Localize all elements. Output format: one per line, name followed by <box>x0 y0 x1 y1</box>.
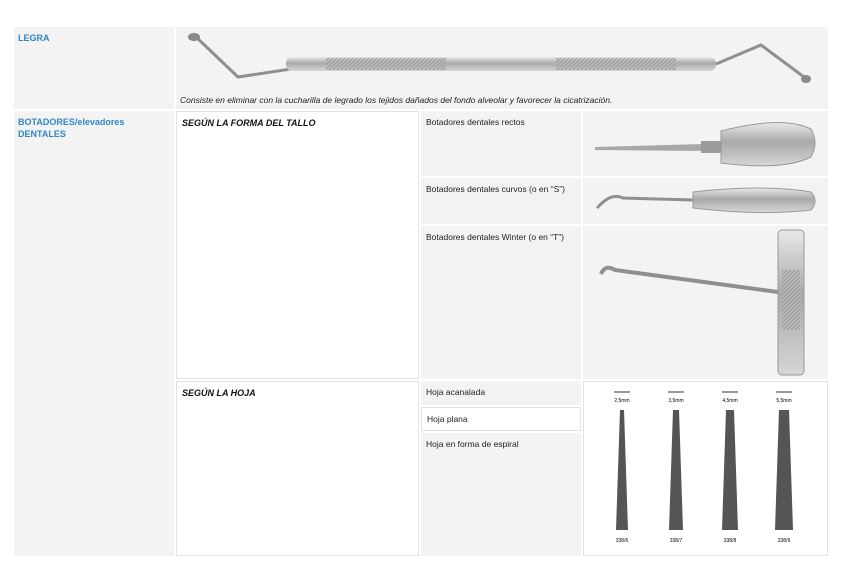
item-plana: Hoja plana <box>427 414 468 424</box>
item-rectos-cell <box>421 111 581 176</box>
blade-4-size: 5,5mm <box>776 398 792 404</box>
legra-label-cell <box>14 27 174 109</box>
item-acanalada: Hoja acanalada <box>426 387 486 397</box>
forma-tallo-title: SEGÚN LA FORMA DEL TALLO <box>182 118 316 128</box>
blade-1-code: 338/6 <box>615 538 629 544</box>
blade-2-code: 338/7 <box>669 538 683 544</box>
forma-tallo-cell <box>176 111 419 379</box>
blade-4-code: 338/9 <box>777 538 791 544</box>
blades-image-cell <box>583 381 828 556</box>
legra-image-cell <box>176 27 828 109</box>
winter-elevator-illustration <box>583 226 828 379</box>
item-plana-cell <box>421 407 581 431</box>
item-espiral: Hoja en forma de espiral <box>426 439 519 449</box>
botadores-label: BOTADORES/elevadores DENTALES <box>18 117 125 139</box>
item-winter: Botadores dentales Winter (o en “T”) <box>426 232 564 242</box>
blade-1-size: 2,5mm <box>614 398 630 404</box>
hoja-title: SEGÚN LA HOJA <box>182 388 256 398</box>
item-rectos: Botadores dentales rectos <box>426 117 525 127</box>
item-acanalada-cell <box>421 381 581 405</box>
blade-2-size: 3,5mm <box>668 398 684 404</box>
winter-image-cell <box>583 226 828 379</box>
blade-2 <box>668 392 684 544</box>
botadores-label-cell <box>14 111 174 556</box>
legra-label: LEGRA <box>18 33 50 43</box>
rectos-image-cell <box>583 111 828 176</box>
blade-1 <box>614 392 630 544</box>
item-espiral-cell <box>421 433 581 556</box>
blade-3-code: 338/8 <box>723 538 737 544</box>
item-curvos-cell <box>421 178 581 224</box>
blade-4 <box>775 392 793 544</box>
curved-elevator-illustration <box>583 178 828 224</box>
straight-elevator-illustration <box>583 111 828 176</box>
blades-illustration <box>584 382 827 555</box>
blade-3 <box>722 392 738 544</box>
item-winter-cell <box>421 226 581 379</box>
curette-illustration <box>176 27 828 97</box>
curvos-image-cell <box>583 178 828 224</box>
item-curvos: Botadores dentales curvos (o en “S”) <box>426 184 565 194</box>
hoja-cell <box>176 381 419 556</box>
legra-description: Consiste en eliminar con la cucharilla de legrado los tejidos dañados del fondo alveolar y favorecer la cicatrización. <box>180 95 613 105</box>
blade-3-size: 4,5mm <box>722 398 738 404</box>
